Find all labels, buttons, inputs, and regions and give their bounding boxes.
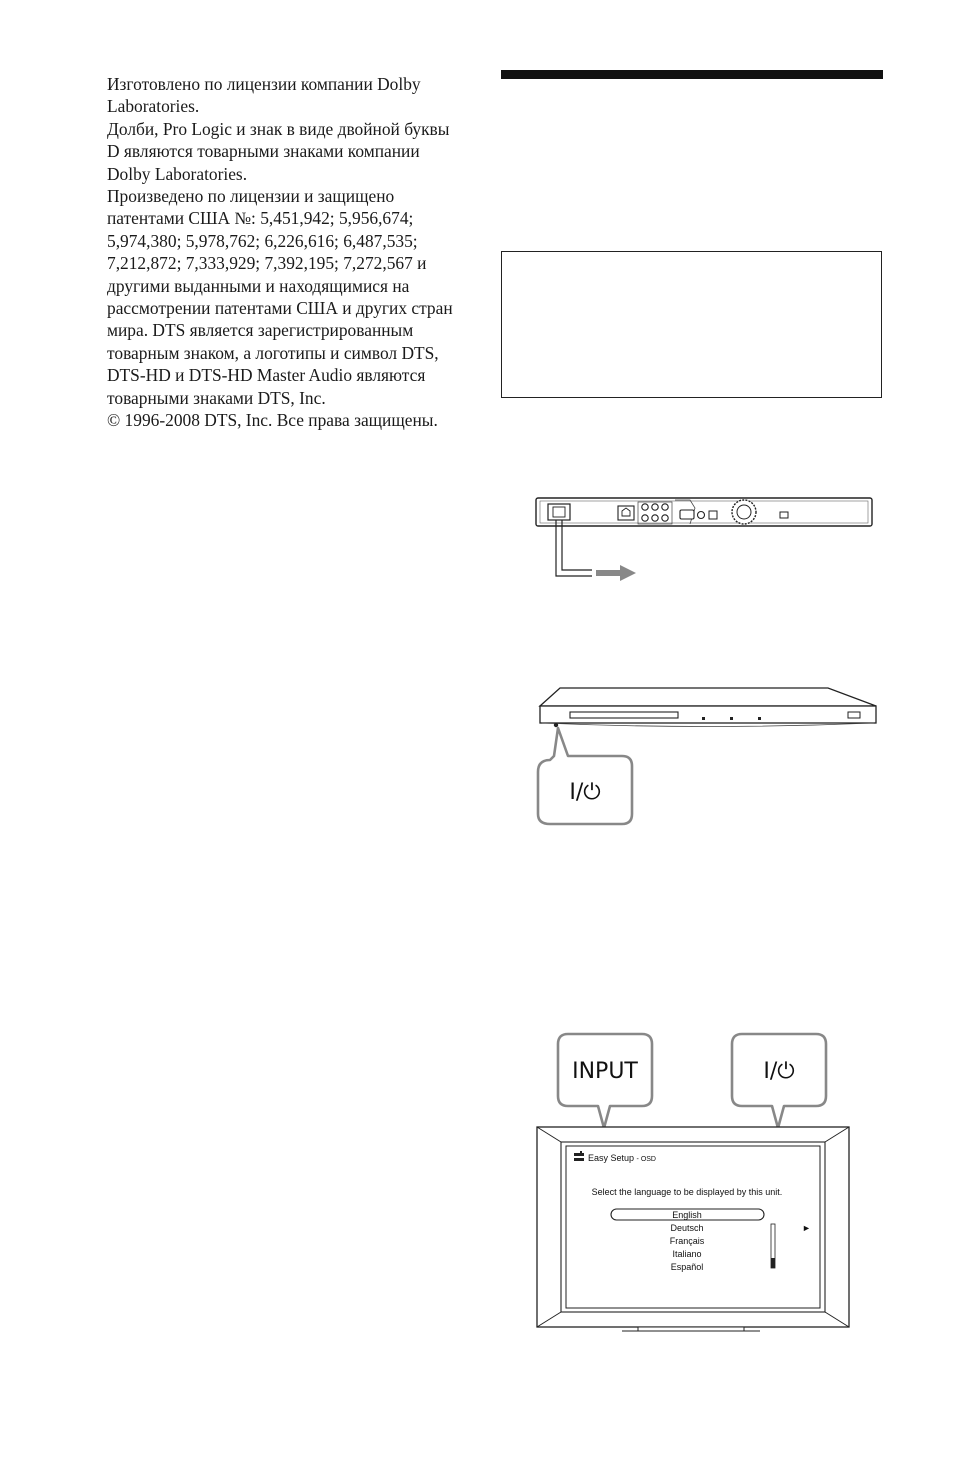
right-arrow-icon: ► <box>802 1223 811 1233</box>
dts-copyright-paragraph: © 1996-2008 DTS, Inc. Все права защищены. <box>107 410 438 431</box>
tv-power-button-label: I/⏻ <box>763 1059 795 1084</box>
disc-slot-icon <box>570 712 678 718</box>
dolby-license-paragraph: Изготовлено по лицензии компании Dolby Laboratories. <box>107 74 421 117</box>
dolby-trademark-paragraph: Долби, Pro Logic и знак в виде двойной буквы D являются товарными знаками компании Dolby Laboratories. <box>107 118 450 184</box>
tv-figure <box>530 1032 856 1334</box>
language-option[interactable]: Deutsch <box>670 1223 704 1233</box>
front-panel-figure <box>530 684 882 830</box>
language-option[interactable]: English <box>672 1210 702 1220</box>
power-button-callout <box>538 728 632 824</box>
note-box <box>501 251 882 398</box>
section-heading-rule <box>501 70 883 79</box>
power-button-label: I/⏻ <box>569 780 601 805</box>
language-option[interactable]: Français <box>669 1236 705 1246</box>
tv-stand <box>638 1327 744 1331</box>
direction-arrow-icon <box>596 565 636 581</box>
dts-patent-paragraph: Произведено по лицензии и защищено патентами США №: 5,451,942; 5,956,674; 5,974,380; 5,978,762; 6,226,616; 6,487,535; 7,212,872; 7,333,929; 7,392,195; 7,272,567 и другими выданными и находящимися на рассмотрении патентами США и других стран мира. DTS является зарегистрированным товарным знаком, а логотипы и символ DTS, DTS-HD и DTS-HD Master Audio являются товарными знаками DTS, Inc. <box>107 186 453 408</box>
optical-port-icon <box>698 512 705 519</box>
language-option[interactable]: Italiano <box>672 1249 702 1259</box>
input-button-label: INPUT <box>572 1059 638 1084</box>
rear-panel-figure <box>530 494 880 594</box>
license-text-column <box>107 73 457 432</box>
language-option[interactable]: Español <box>670 1262 704 1272</box>
hdmi-port-icon <box>680 510 694 519</box>
osd-prompt: Select the language to be displayed by this unit. <box>591 1187 783 1197</box>
osd-title: Easy Setup - OSD <box>588 1153 656 1163</box>
